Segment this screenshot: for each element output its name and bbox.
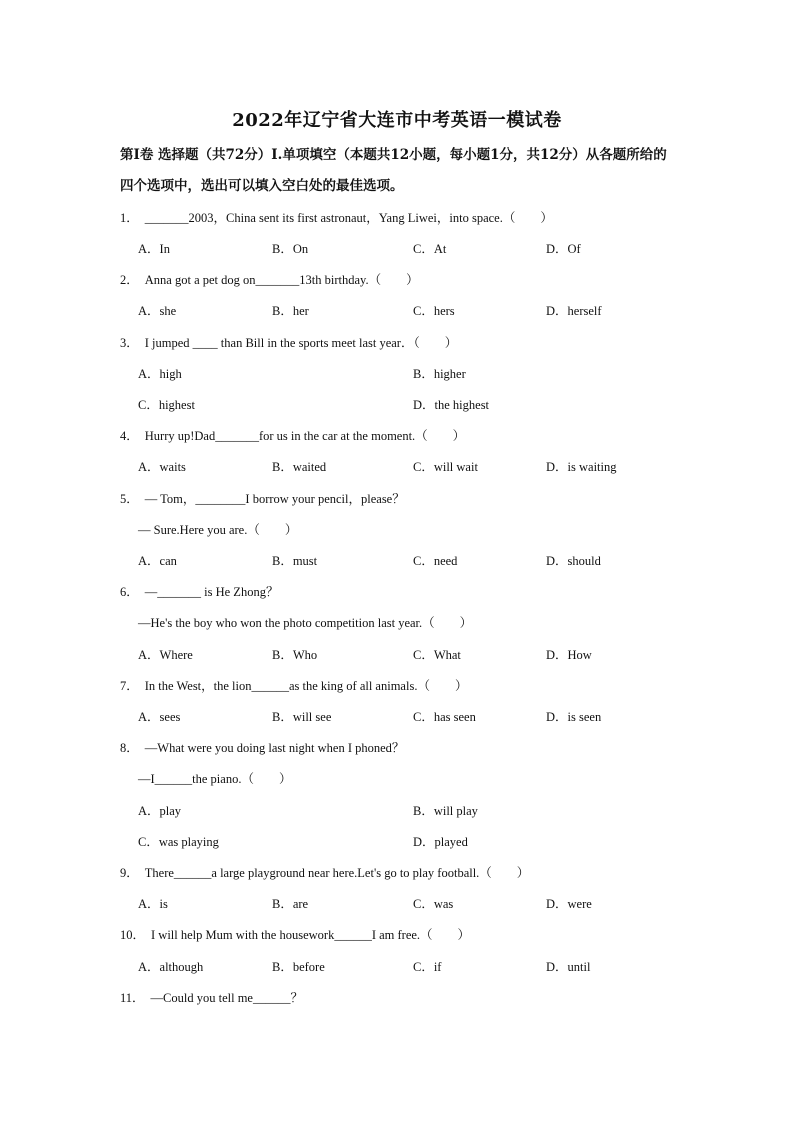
question-10 [120,925,470,943]
option-d: D．played [413,835,468,849]
question-subline: — Sure.Here you are.（ ） [138,523,298,537]
question-number: 10． [120,928,146,942]
option-b: B．will see [272,710,332,724]
option-a: A．sees [138,710,181,724]
question-text: I jumped ____ than Bill in the sports meet last year．（ ） [144,336,458,350]
question-number: 9． [120,866,139,880]
question-number: 1． [120,211,139,225]
option-c: C．has seen [413,710,476,724]
question-text: In the West，the lion______as the king of all animals.（ ） [144,679,468,693]
question-number: 11． [120,991,145,1005]
section-instructions: 第Ⅰ卷 选择题（共72分）Ⅰ.单项填空（本题共12小题，每小题1分，共12分）从各题所给的四个选项中，选出可以填入空白处的最佳选项。 [120,147,667,194]
option-c: C．need [413,554,458,568]
page-title: 2022年辽宁省大连市中考英语一模试卷 [232,110,562,131]
option-d: D．How [546,648,592,662]
question-8 [120,738,404,756]
option-d: D．herself [546,304,602,318]
option-b: B．waited [272,460,327,474]
option-a: A．waits [138,460,186,474]
option-b: B．will play [413,804,478,818]
option-a: A．can [138,554,177,568]
question-text: —What were you doing last night when I phoned？ [144,741,405,755]
option-d: D．the highest [413,398,490,412]
option-d: D．is seen [546,710,602,724]
question-number: 5． [120,492,139,506]
question-number: 8． [120,741,139,755]
option-c: C．was playing [138,835,219,849]
question-2 [120,270,419,288]
option-c: C．What [413,648,461,662]
option-b: B．Who [272,648,318,662]
option-b: B．her [272,304,309,318]
question-number: 4． [120,429,139,443]
option-a: A．high [138,367,182,381]
question-number: 3． [120,336,139,350]
option-a: A．is [138,897,168,911]
question-text: —_______ is He Zhong？ [144,585,279,599]
question-1 [120,208,553,226]
question-11 [120,988,303,1006]
question-text: Hurry up!Dad_______for us in the car at the moment.（ ） [144,429,466,443]
option-c: C．highest [138,398,195,412]
question-number: 7． [120,679,139,693]
question-subline: —I______the piano.（ ） [138,772,292,786]
option-c: C．was [413,897,454,911]
option-c: C．if [413,960,442,974]
option-a: A．although [138,960,204,974]
question-number: 6． [120,585,139,599]
question-text: _______2003，China sent its first astronaut，Yang Liwei，into space.（ ） [144,211,553,225]
question-9 [120,863,529,881]
question-number: 2． [120,273,139,287]
option-b: B．are [272,897,309,911]
question-text: There______a large playground near here.Let's go to play football.（ ） [144,866,530,880]
option-d: D．Of [546,242,581,256]
option-c: C．will wait [413,460,478,474]
question-text: Anna got a pet dog on_______13th birthday.（ ） [144,273,419,287]
option-a: A．she [138,304,177,318]
option-b: B．must [272,554,318,568]
option-a: A．In [138,242,170,256]
option-b: B．On [272,242,309,256]
question-3 [120,333,457,351]
option-d: D．until [546,960,591,974]
question-5 [120,489,405,507]
question-text: I will help Mum with the housework______I am free.（ ） [151,928,471,942]
option-c: C．hers [413,304,455,318]
option-a: A．Where [138,648,193,662]
option-b: B．higher [413,367,466,381]
option-a: A．play [138,804,182,818]
option-d: D．were [546,897,592,911]
option-d: D．is waiting [546,460,617,474]
question-text: — Tom，________I borrow your pencil，please？ [144,492,405,506]
question-7 [120,676,467,694]
question-text: —Could you tell me______？ [150,991,303,1005]
option-d: D．should [546,554,601,568]
option-c: C．At [413,242,447,256]
question-subline: —He's the boy who won the photo competition last year.（ ） [138,616,473,630]
option-b: B．before [272,960,325,974]
question-6 [120,582,278,600]
question-4 [120,426,465,444]
